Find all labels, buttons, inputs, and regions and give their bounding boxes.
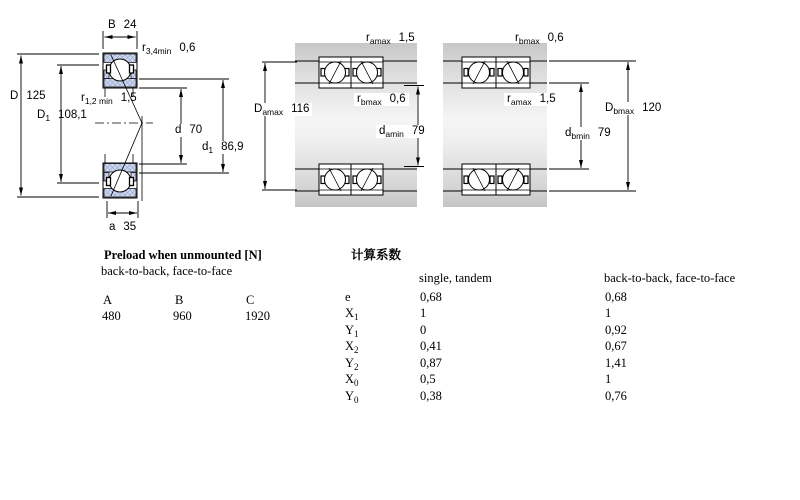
dim-label-rbmax-shaft: $r_{bmax}$ 0,6 <box>354 93 409 106</box>
factors-col1-header: single, tandem <box>419 271 492 285</box>
preload-value-a: 480 <box>102 309 121 323</box>
factors-title: 计算系数 <box>351 248 402 262</box>
mounted-pair-b-dimensions <box>549 61 636 191</box>
dim-label-D: D 125 <box>10 90 46 102</box>
preload-col-b: B <box>175 293 184 307</box>
factor-row-y1: $Y_1$ 0 0,92 <box>345 323 627 339</box>
mounted-pair-b <box>443 43 547 207</box>
preload-col-a: A <box>103 293 113 307</box>
factor-row-e: e 0,68 0,68 <box>345 290 627 304</box>
dim-label-d: d 70 <box>172 124 205 137</box>
dim-label-a: a 35 <box>109 221 137 233</box>
dim-label-Damax: $D_{amax}$ 116 <box>251 103 312 116</box>
dim-label-r12min: $r_{1,2 min}$ 1,5 <box>81 92 137 106</box>
dim-label-r34min: $r_{3,4min}$ 0,6 <box>142 42 196 56</box>
factor-row-y2: $Y_2$ 0,87 1,41 <box>345 356 627 372</box>
preload-col-c: C <box>246 293 255 307</box>
dim-label-B: B 24 <box>108 19 137 31</box>
factor-row-x1: $X_1$ 1 1 <box>345 306 612 322</box>
dim-label-rbmax-housing: $r_{bmax}$ 0,6 <box>515 32 564 46</box>
dim-label-D1: $D_1$ 108,1 <box>37 109 87 123</box>
dim-label-dbmin: $d_{bmin}$ 79 <box>562 127 614 140</box>
dim-label-d1: $d_1$ 86,9 <box>199 141 247 154</box>
factor-row-y0: $Y_0$ 0,38 0,76 <box>345 389 627 405</box>
preload-value-c: 1920 <box>245 309 270 323</box>
dim-label-ramax-shaft: $r_{amax}$ 1,5 <box>366 32 415 46</box>
factor-row-x0: $X_0$ 0,5 1 <box>345 372 612 388</box>
dim-label-damin: $d_{amin}$ 79 <box>376 125 428 138</box>
preload-subtitle: back-to-back, face-to-face <box>101 264 233 278</box>
factor-row-x2: $X_2$ 0,41 0,67 <box>345 339 627 355</box>
factors-col2-header: back-to-back, face-to-face <box>604 271 736 285</box>
dim-label-Dbmax: $D_{bmax}$ 120 <box>602 102 664 115</box>
single-bearing-section <box>95 53 153 201</box>
dim-label-ramax-housing: $r_{amax}$ 1,5 <box>504 93 559 106</box>
preload-title: Preload when unmounted [N] <box>104 248 262 262</box>
preload-value-b: 960 <box>173 309 192 323</box>
